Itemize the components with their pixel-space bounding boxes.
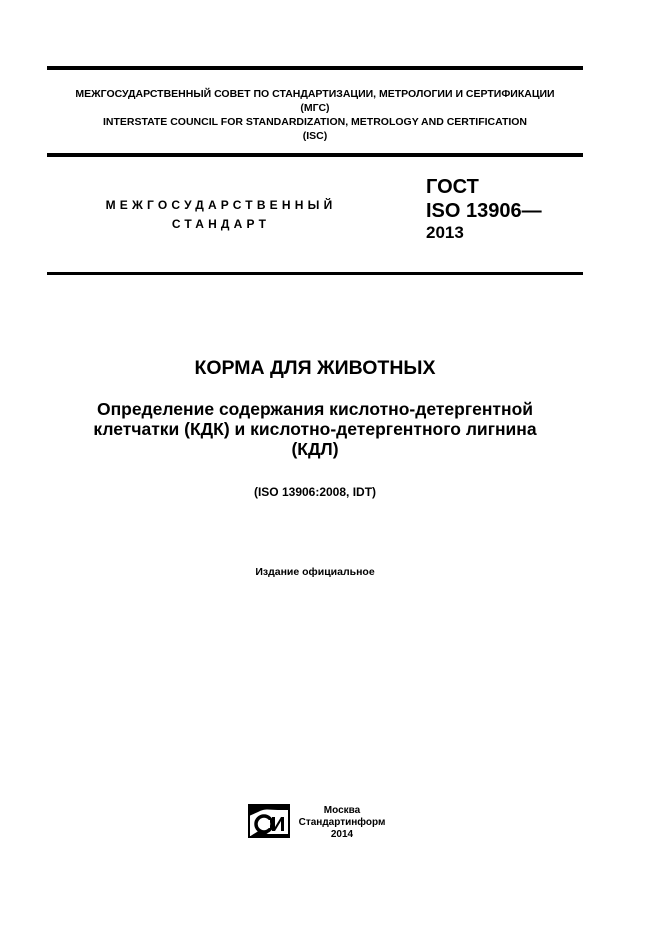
standard-kind-line1: МЕЖГОСУДАРСТВЕННЫЙ bbox=[105, 198, 337, 212]
designation-rule bbox=[47, 272, 583, 275]
subtitle-line3: (КДЛ) bbox=[291, 439, 339, 459]
council-name-ru: МЕЖГОСУДАРСТВЕННЫЙ СОВЕТ ПО СТАНДАРТИЗАЦИИ, МЕТРОЛОГИИ И СЕРТИФИКАЦИИ bbox=[75, 88, 555, 100]
subtitle-line1: Определение содержания кислотно-детергентной bbox=[96, 399, 534, 419]
council-abbr-en: (ISC) bbox=[302, 130, 328, 142]
top-rule bbox=[47, 66, 583, 70]
page-title: КОРМА ДЛЯ ЖИВОТНЫХ bbox=[194, 357, 436, 379]
subtitle-line2: клетчатки (КДК) и кислотно-детергентного лигнина bbox=[93, 419, 537, 439]
council-name-en: INTERSTATE COUNCIL FOR STANDARDIZATION, METROLOGY AND CERTIFICATION bbox=[102, 116, 528, 128]
standard-kind bbox=[96, 196, 346, 234]
publisher-city: Москва bbox=[323, 805, 361, 816]
council-header bbox=[47, 87, 583, 143]
page-subtitle bbox=[47, 399, 583, 459]
council-abbr-ru: (МГС) bbox=[300, 102, 330, 114]
standard-number: ISO 13906— bbox=[426, 200, 542, 222]
iso-reference: (ISO 13906:2008, IDT) bbox=[253, 485, 377, 499]
publisher-block bbox=[292, 805, 392, 841]
edition-note: Издание официальное bbox=[255, 566, 375, 578]
standard-year: 2013 bbox=[426, 223, 464, 242]
gost-label: ГОСТ bbox=[426, 176, 479, 198]
standard-designation bbox=[426, 175, 542, 243]
publisher-year: 2014 bbox=[330, 829, 354, 840]
header-rule bbox=[47, 153, 583, 157]
standard-kind-line2: СТАНДАРТ bbox=[171, 217, 271, 231]
publisher-name: Стандартинформ bbox=[298, 817, 386, 828]
standartinform-logo-icon bbox=[248, 804, 290, 838]
